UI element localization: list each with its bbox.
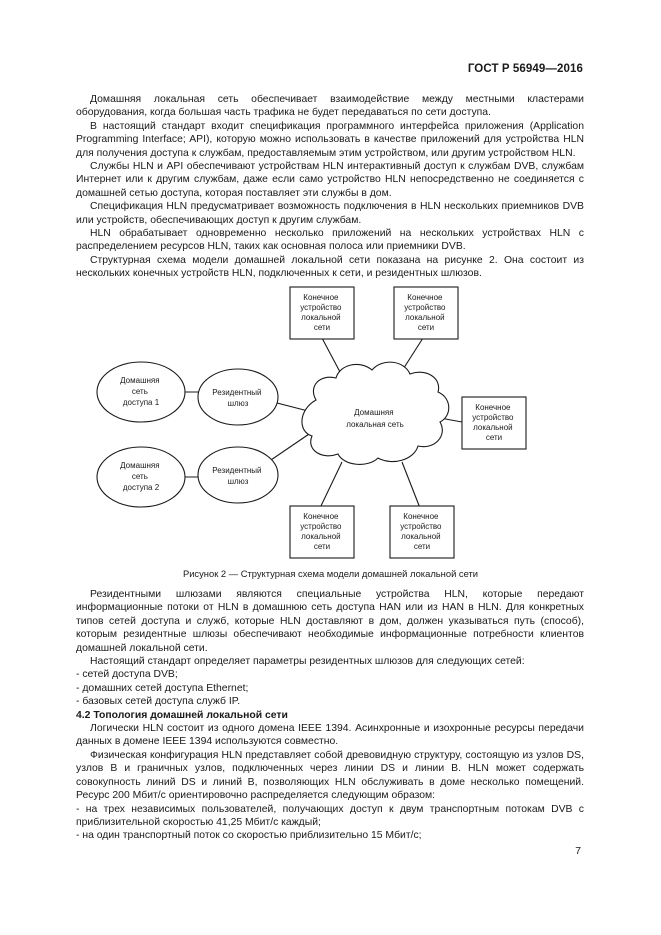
- paragraph: Службы HLN и API обеспечивают устройствам HLN интерактивный доступ к службам DVB, службам Интернет или к другим службам, даже если само устройство HLN непосредственно не соединяется с домашней сетью доступа, которая поставляет эти службы в дом.: [76, 161, 584, 199]
- cloud-label: Домашняя локальная сеть: [346, 408, 404, 429]
- end-device-label: Конечное устройство локальной сети: [472, 403, 514, 442]
- paragraph: HLN обрабатывает одновременно несколько приложений на нескольких устройствах HLN с распределением ресурсов HLN, таких как основная полоса или приемники DVB.: [76, 228, 584, 253]
- link-device-bottom-left: [320, 462, 342, 508]
- page-number: 7: [575, 846, 581, 857]
- list-item: - на трех независимых пользователей, получающих доступ к двум транспортным потокам DVB с приблизительной скоростью 41,25 Мбит/с каждый;: [76, 803, 584, 828]
- figure-caption: Рисунок 2 — Структурная схема модели домашней локальной сети: [182, 568, 479, 579]
- gateway-2-ellipse: [198, 447, 278, 503]
- link-device-top-left: [322, 338, 340, 372]
- intro-text-block: [76, 93, 584, 281]
- list-item: - сетей доступа DVB;: [76, 669, 178, 681]
- list-item: - базовых сетей доступа служб IP.: [76, 696, 241, 708]
- end-device-label: Конечное устройство локальной сети: [400, 512, 442, 551]
- access-network-2-label: Домашняя сеть доступа 2: [120, 461, 160, 492]
- list-item: - домашних сетей доступа Ethernet;: [76, 682, 249, 694]
- gateway-text-block: [76, 588, 584, 843]
- hln-structure-diagram: [80, 282, 560, 562]
- paragraph: Настоящий стандарт определяет параметры резидентных шлюзов для следующих сетей:: [90, 656, 525, 668]
- gateway-2-label: Резидентный шлюз: [212, 466, 262, 486]
- paragraph: Логически HLN состоит из одного домена IEEE 1394. Асинхронные и изохронные ресурсы передачи данных в домене IEEE 1394 используются совместно.: [76, 723, 584, 748]
- paragraph: Домашняя локальная сеть обеспечивает взаимодействие между местными кластерами оборудования, когда большая часть трафика не будет передаваться по сети доступа.: [76, 94, 584, 119]
- link-device-bottom-right: [402, 462, 420, 508]
- gateway-1-label: Резидентный шлюз: [212, 388, 262, 408]
- paragraph: Резидентными шлюзами являются специальные устройства HLN, которые передают информационные потоки от HLN в домашнюю сеть доступа HAN или из HAN в HLN. Для конкретных типов сетей доступа и служб, которые HLN доставляют в дом, должен указываться путь (способ), которым резидентные шлюзы обеспечивают необходимые информационные потребности клиентов домашней локальной сети.: [76, 589, 584, 654]
- paragraph: Структурная схема модели домашней локальной сети показана на рисунке 2. Она состоит из нескольких конечных устройств HLN, подключенных к сети, и резидентных шлюзов.: [76, 254, 584, 280]
- gateway-1-ellipse: [198, 369, 278, 425]
- paragraph: Физическая конфигурация HLN представляет собой древовидную структуру, состоящую из узлов DS, узлов B и граничных узлов, подключенных через линии DS и линии B. HLN может содержать совокупность линий DS и линий B, позволяющих HLN обслуживать в доме несколько помещений. Ресурс 200 Мбит/с ориентировочно распределяется следующим образом:: [76, 749, 584, 802]
- access-network-1-label: Домашняя сеть доступа 1: [120, 376, 160, 407]
- paragraph: В настоящий стандарт входит спецификация программного интерфейса приложения (Application Programming Interface; API), которую можно использовать в качестве приложений для устройства HLN для получения доступа к службам, предоставляемым этим устройством, или другим устройством HLN.: [76, 120, 584, 159]
- paragraph: Спецификация HLN предусматривает возможность подключения в HLN нескольких приемников DVB или устройств, обеспечивающих доступ к другим службам.: [76, 201, 584, 226]
- list-item: - на один транспортный поток со скоростью приблизительно 15 Мбит/с;: [76, 830, 422, 842]
- document-id-header: ГОСТ Р 56949—2016: [467, 63, 583, 75]
- end-device-label: Конечное устройство локальной сети: [404, 293, 446, 332]
- end-device-label: Конечное устройство локальной сети: [300, 293, 342, 332]
- section-heading: 4.2 Топология домашней локальной сети: [76, 709, 288, 721]
- end-device-label: Конечное устройство локальной сети: [300, 512, 342, 551]
- diagram-svg: [80, 282, 560, 562]
